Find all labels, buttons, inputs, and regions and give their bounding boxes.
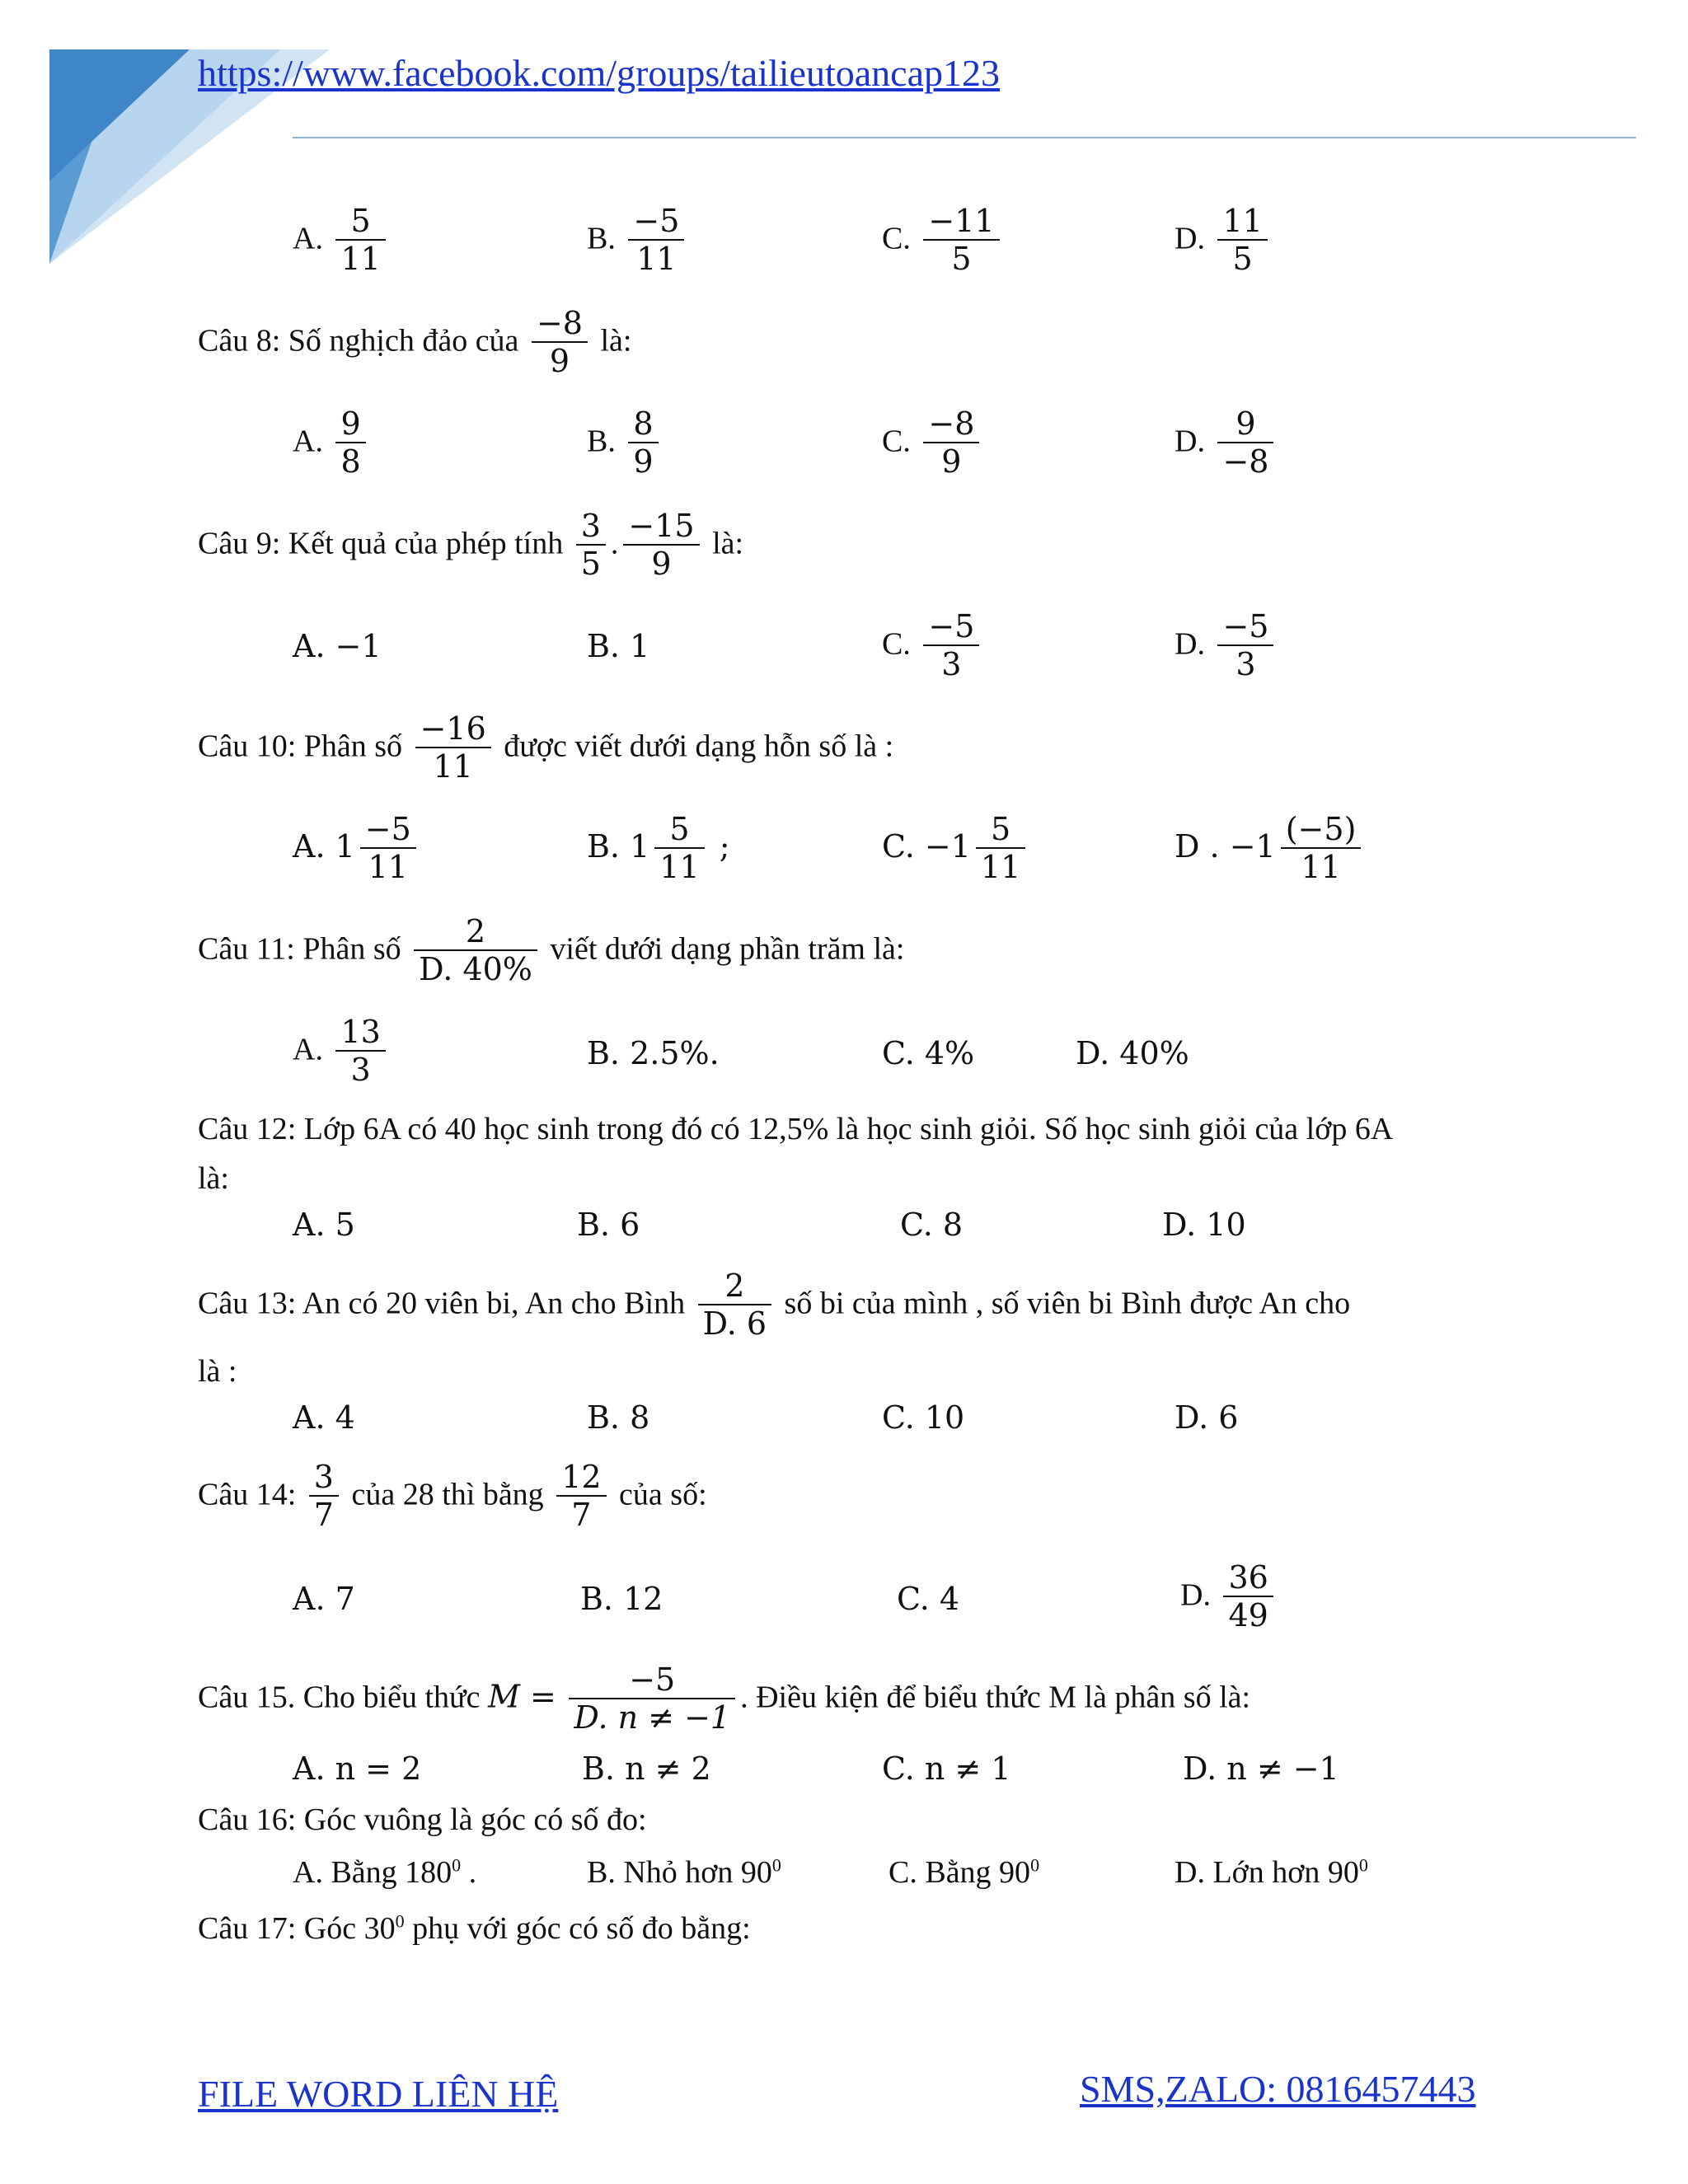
q8-option-b: B. $\frac{8}{9}$ — [587, 407, 663, 480]
q13-option-c: C. 10 — [882, 1399, 965, 1436]
footer-file-word-link[interactable]: FILE WORD LIÊN HỆ — [198, 2073, 559, 2115]
header-rule — [293, 137, 1636, 138]
question-12: Câu 12: Lớp 6A có 40 học sinh trong đó có 12,5% là học sinh giỏi. Số học sinh giỏi của lớp 6A — [198, 1112, 1394, 1146]
q13-option-a: A. 4 — [293, 1399, 355, 1436]
q11-option-b: B. 2.5%. — [587, 1035, 720, 1071]
q16-option-a: A. Bằng $180^0$ . — [293, 1854, 477, 1890]
q7-option-d: D. $\frac{11}{5}$ — [1175, 204, 1273, 278]
q11-option-d: D. 40% — [1076, 1035, 1189, 1071]
q14-option-c: C. 4 — [897, 1581, 960, 1617]
q7-option-a: A. $\frac{5}{11}$ — [293, 204, 391, 278]
q11-option-c: C. 4% — [882, 1035, 975, 1071]
q9-option-d: D. $\frac{-5}{3}$ — [1175, 610, 1278, 683]
q15-option-c: C. n ≠ 1 — [882, 1750, 1011, 1787]
q7-option-b: B. $\frac{-5}{11}$ — [587, 204, 689, 278]
question-11: Câu 11: Phân số $\frac{2}{D. 40\%}$ viết dưới dạng phần trăm là: — [198, 913, 905, 987]
footer-contact-link[interactable]: SMS,ZALO: 0816457443 — [1080, 2068, 1476, 2110]
q10-option-c: C. −1 $\frac{5}{11}$ — [882, 813, 1030, 886]
question-8: Câu 8: Số nghịch đảo của $\frac{-8}{9}$ là: — [198, 305, 632, 379]
question-17: Câu 17: Góc $30^0$ phụ với góc có số đo bằng: — [198, 1910, 751, 1946]
q16-option-b: B. Nhỏ hơn $90^0$ — [587, 1854, 781, 1890]
question-16: Câu 16: Góc vuông là góc có số đo: — [198, 1802, 647, 1837]
q14-option-d: D. $\frac{36}{49}$ — [1180, 1561, 1278, 1634]
q12-option-b: B. 6 — [577, 1207, 640, 1243]
q15-option-d: D. n ≠ −1 — [1183, 1750, 1339, 1787]
q8-option-c: C. $\frac{-8}{9}$ — [882, 407, 984, 480]
q16-option-c: C. Bằng $90^0$ — [889, 1854, 1040, 1890]
question-13-line2: là : — [198, 1354, 237, 1389]
q8-option-d: D. $\frac{9}{-8}$ — [1175, 407, 1278, 480]
question-9: Câu 9: Kết quả của phép tính $\frac{3}{5}$ . $\frac{-15}{9}$ là: — [198, 508, 744, 582]
q16-option-d: D. Lớn hơn $90^0$ — [1175, 1854, 1368, 1890]
q14-option-a: A. 7 — [293, 1581, 355, 1617]
q14-option-b: B. 12 — [580, 1581, 663, 1617]
q13-option-d: D. 6 — [1175, 1399, 1239, 1436]
q10-option-d: D . −1 $\frac{(-5)}{11}$ — [1175, 813, 1366, 886]
question-15: Câu 15. Cho biểu thức M = $\frac{-5}{D. n \ne -1}$ . Điều kiện để biểu thức M là phân số là: — [198, 1661, 1251, 1736]
q12-option-c: C. 8 — [900, 1207, 964, 1243]
q15-option-b: B. n ≠ 2 — [582, 1750, 711, 1787]
q9-option-a: A. −1 — [293, 628, 382, 664]
q10-option-b: B. 1 $\frac{5}{11}$ ; — [587, 811, 730, 885]
header-link[interactable]: https://www.facebook.com/groups/tailieutoancap123 — [198, 52, 1001, 94]
question-10: Câu 10: Phân số $\frac{-16}{11}$ được viết dưới dạng hỗn số là : — [198, 710, 894, 785]
q7-option-c: C. $\frac{-11}{5}$ — [882, 204, 1005, 278]
q10-option-a: A. 1 $\frac{-5}{11}$ — [293, 813, 421, 886]
q8-option-a: A. $\frac{9}{8}$ — [293, 407, 371, 480]
q9-option-b: B. 1 — [587, 628, 650, 664]
question-12-line2: là: — [198, 1161, 229, 1196]
question-14: Câu 14: $\frac{3}{7}$ của 28 thì bằng $\frac{12}{7}$ của số: — [198, 1459, 707, 1533]
q11-option-a: A. $\frac{13}{3}$ — [293, 1015, 391, 1089]
q15-option-a: A. n = 2 — [293, 1750, 422, 1787]
q12-option-a: A. 5 — [293, 1207, 355, 1243]
question-13: Câu 13: An có 20 viên bi, An cho Bình $\frac{2}{D. 6}$ số bi của mình , số viên bi Bình được An cho — [198, 1268, 1351, 1342]
q12-option-d: D. 10 — [1162, 1207, 1246, 1243]
q9-option-c: C. $\frac{-5}{3}$ — [882, 610, 984, 683]
q13-option-b: B. 8 — [587, 1399, 650, 1436]
